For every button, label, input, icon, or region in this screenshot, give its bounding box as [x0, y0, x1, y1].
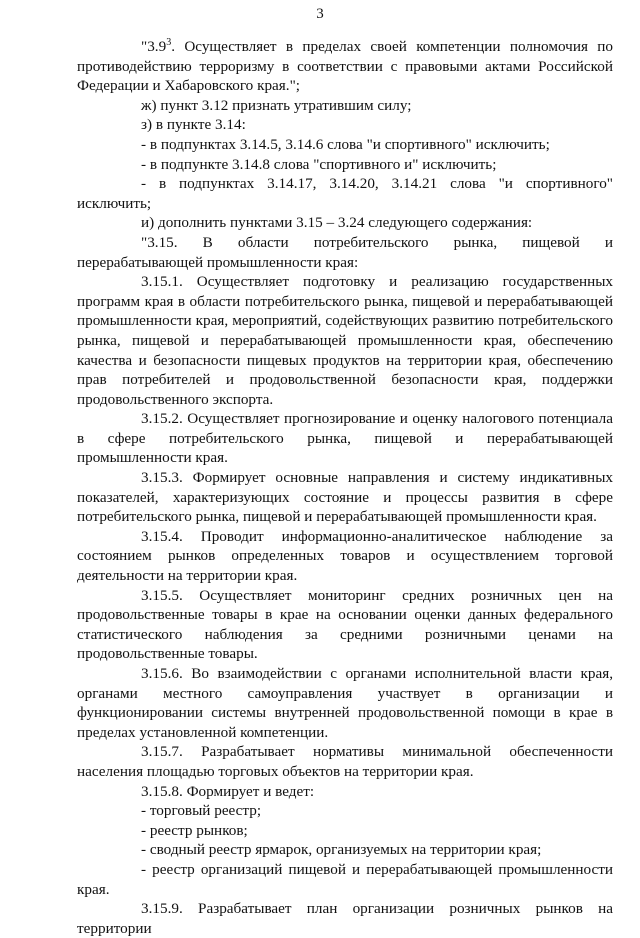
paragraph-item-i: и) дополнить пунктами 3.15 – 3.24 следующего содержания: [141, 214, 533, 232]
paragraph-3-15-1: 3.15.1. Осуществляет подготовку и реализацию государственных программ края в области потребительского рынка, пищевой и перерабатывающей промышленности края, мероприятий, содействующих развитию потребительского рынка, пищевой и перерабатывающей промышленности края, обеспечению качества и безопасности пищевых продуктов на территории края, обеспечению прав потребителей и продовольственной безопасности края, поддержки продовольственного экспорта. [77, 273, 613, 408]
superscript: 3 [166, 37, 172, 48]
paragraph-item-z: з) в пункте 3.14: [141, 116, 246, 134]
paragraph-dash-item: - в подпунктах 3.14.17, 3.14.20, 3.14.21 слова "и спортивного" исключить; [77, 175, 613, 212]
paragraph-3-15-8: 3.15.8. Формирует и ведет: [141, 782, 315, 800]
paragraph-dash-item: - в подпункте 3.14.8 слова "спортивного и" исключить; [141, 155, 497, 173]
paragraph-3-15-5: 3.15.5. Осуществляет мониторинг средних розничных цен на продовольственные товары в крае на основании оценки данных федерального статистического наблюдения за средними розничными ценами на продовольственные товары. [77, 586, 613, 663]
paragraph-dash-item: - в подпунктах 3.14.5, 3.14.6 слова "и спортивного" исключить; [141, 135, 550, 153]
paragraph-3-15-3: 3.15.3. Формирует основные направления и систему индикативных показателей, характеризующих состояние и процессы развития в сфере потребительского рынка, пищевой и перерабатывающей промышленности края. [77, 469, 613, 526]
document-body [77, 37, 613, 938]
list-item: - реестр организаций пищевой и перерабатывающей промышленности края. [77, 860, 613, 898]
list-item: - реестр рынков; [141, 821, 248, 839]
paragraph-3-15-6: 3.15.6. Во взаимодействии с органами исполнительной власти края, органами местного самоуправления участвует в организации и функционировании системы внутренней продовольственной помощи в крае в пределах установленной компетенции. [77, 665, 613, 741]
paragraph-3-9-3: "$3.9^3$. Осуществляет в пределах своей компетенции полномочия по противодействию терроризму в соответствии с правовыми актами Российской Федерации и Хабаровского края."; [77, 37, 613, 95]
page-number: 3 [316, 6, 324, 22]
list-item: - сводный реестр ярмарок, организуемых на территории края; [141, 841, 542, 859]
paragraph-3-15: "3.15. В области потребительского рынка, пищевой и перерабатывающей промышленности края: [77, 233, 613, 271]
paragraph-3-15-9: 3.15.9. Разрабатывает план организации розничных рынков на территории [77, 900, 613, 937]
paragraph-3-15-7: 3.15.7. Разрабатывает нормативы минимальной обеспеченности населения площадью торговых объектов на территории края. [77, 743, 613, 780]
paragraph-3-15-2: 3.15.2. Осуществляет прогнозирование и оценку налогового потенциала в сфере потребительского рынка, пищевой и перерабатывающей промышленности края. [77, 410, 613, 467]
list-item: - торговый реестр; [141, 802, 262, 820]
paragraph-3-15-4: 3.15.4. Проводит информационно-аналитическое наблюдение за состоянием рынков определенных товаров и осуществлением торговой деятельности на территории края. [77, 527, 613, 585]
paragraph-item-zh: ж) пункт 3.12 признать утратившим силу; [141, 96, 412, 114]
